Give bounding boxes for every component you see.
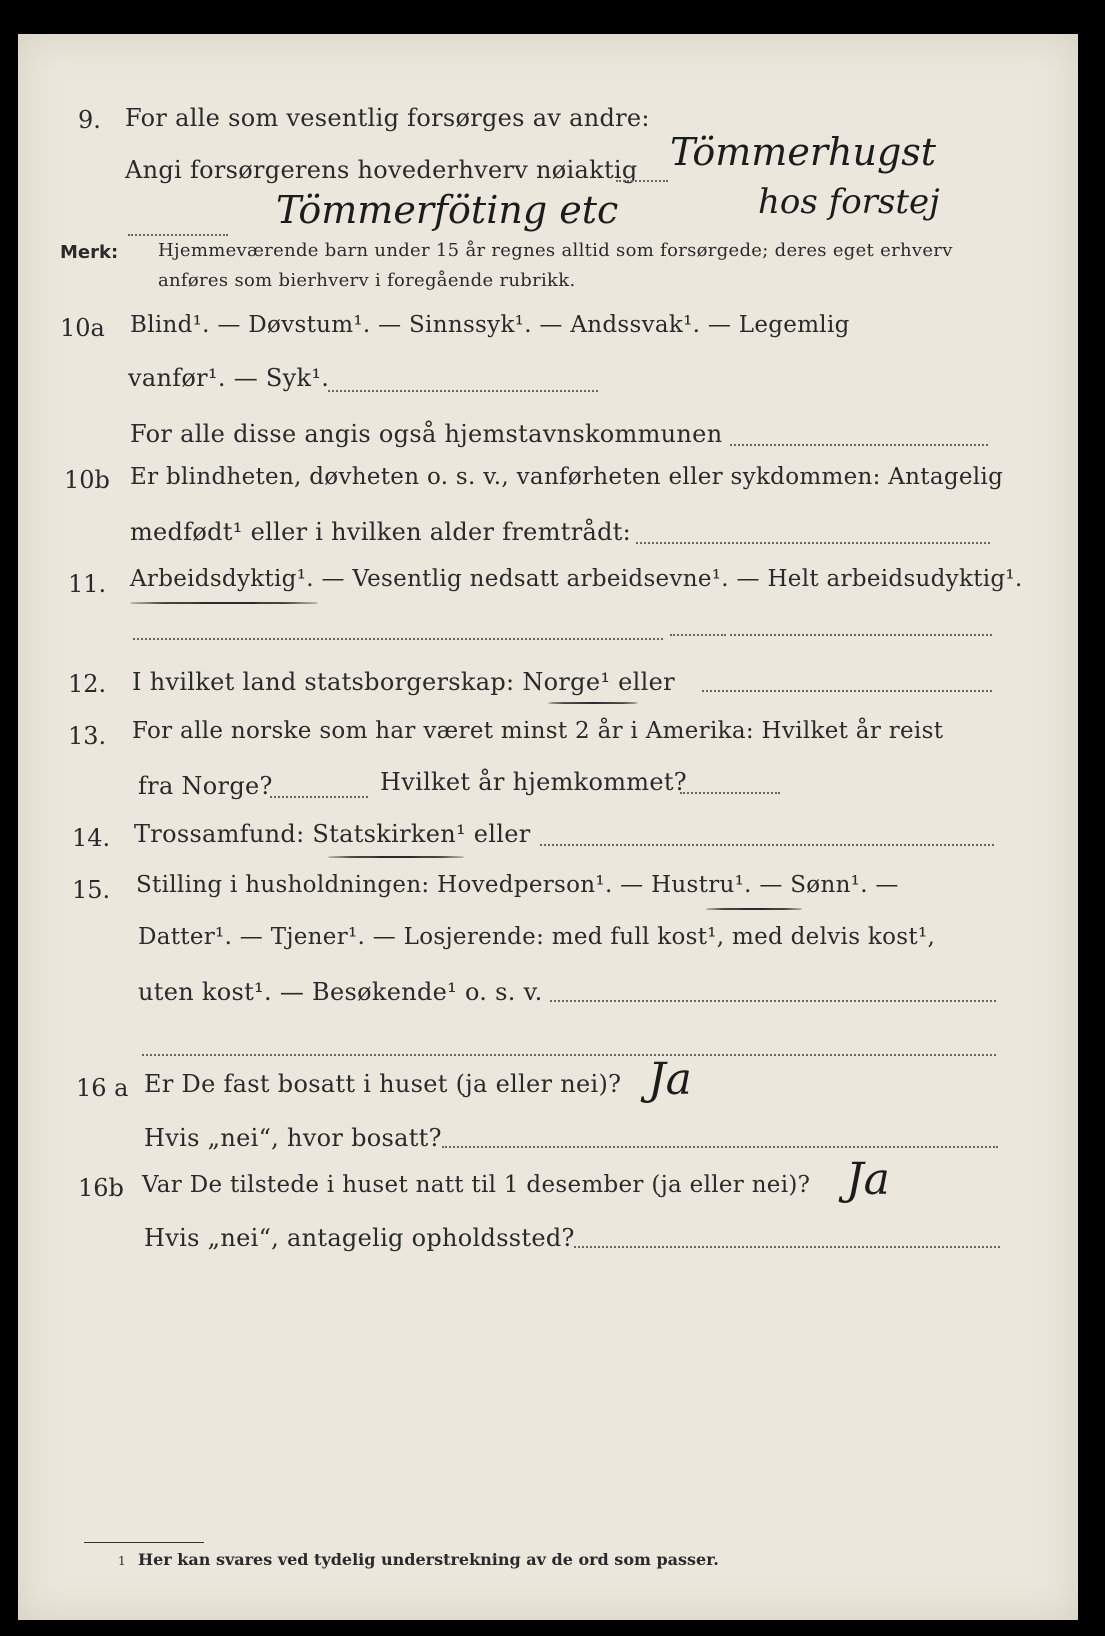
q15-answer-underline — [706, 908, 802, 910]
q13-line1: For alle norske som har været minst 2 år i Amerika: Hvilket år reist — [132, 718, 944, 744]
merk-line1: Hjemmeværende barn under 15 år regnes alltid som forsørgede; deres eget erhverv — [158, 240, 953, 261]
q16b-line1: Var De tilstede i huset natt til 1 desember (ja eller nei)? — [142, 1172, 811, 1198]
q14-answer-underline — [328, 856, 464, 858]
q16b-line2: Hvis „nei“, antagelig opholdssted? — [144, 1224, 575, 1252]
q9-handwritten-employer: hos forstej — [758, 182, 940, 222]
q14-line1: Trossamfund: Statskirken¹ eller — [134, 820, 531, 848]
q11-dotted-line-2 — [670, 634, 726, 636]
q15-line3: uten kost¹. — Besøkende¹ o. s. v. — [138, 978, 543, 1006]
q10b-number: 10b — [64, 466, 110, 494]
q13-line2b: Hvilket år hjemkommet? — [380, 768, 687, 796]
q16b-handwritten-answer: Ja — [846, 1154, 890, 1205]
q10a-dotted-line-2 — [730, 444, 988, 446]
footnote-rule — [84, 1542, 204, 1543]
merk-line2: anføres som bierhverv i foregående rubrikk. — [158, 270, 576, 291]
q16a-line2: Hvis „nei“, hvor bosatt? — [144, 1124, 442, 1152]
q16a-number: 16 a — [76, 1074, 129, 1102]
q10b-dotted-line — [636, 542, 990, 544]
q13-number: 13. — [68, 722, 107, 750]
q10a-line3: For alle disse angis også hjemstavnskommunen — [130, 420, 723, 448]
q13-dotted-line-2 — [680, 792, 780, 794]
footnote-mark: 1 — [118, 1554, 126, 1568]
q16a-handwritten-answer: Ja — [648, 1054, 692, 1105]
q16a-line1: Er De fast bosatt i huset (ja eller nei)? — [144, 1070, 622, 1098]
q11-number: 11. — [68, 570, 107, 598]
q15-line2: Datter¹. — Tjener¹. — Losjerende: med full kost¹, med delvis kost¹, — [138, 924, 936, 950]
q15-dotted-line — [550, 1000, 996, 1002]
q12-number: 12. — [68, 670, 107, 698]
q16a-dotted-line — [442, 1146, 998, 1148]
merk-label: Merk: — [60, 242, 119, 263]
q16b-number: 16b — [78, 1174, 124, 1202]
q9-dotted-line-2 — [128, 234, 228, 236]
q11-dotted-line — [133, 638, 663, 640]
q13-dotted-line — [270, 796, 368, 798]
q11-line1: Arbeidsdyktig¹. — Vesentlig nedsatt arbeidsevne¹. — Helt arbeidsudyktig¹. — [130, 566, 1023, 592]
q11-answer-underline — [130, 602, 318, 604]
q9-line1: For alle som vesentlig forsørges av andre: — [125, 104, 650, 132]
census-form-page — [18, 34, 1078, 1620]
q9-number: 9. — [78, 106, 101, 134]
q10b-line2: medfødt¹ eller i hvilken alder fremtrådt: — [130, 518, 632, 546]
q10a-line2: vanfør¹. — Syk¹. — [128, 364, 330, 392]
q12-dotted-line — [702, 690, 992, 692]
q9-handwritten-occupation: Tömmerhugst — [670, 130, 937, 174]
q12-line1: I hvilket land statsborgerskap: Norge¹ eller — [132, 668, 675, 696]
q16b-dotted-line — [574, 1246, 1000, 1248]
q10a-dotted-line — [328, 390, 598, 392]
q10a-number: 10a — [60, 314, 105, 342]
q10a-line1: Blind¹. — Døvstum¹. — Sinnssyk¹. — Andssvak¹. — Legemlig — [130, 312, 850, 338]
q15-dotted-line-2 — [142, 1054, 996, 1056]
q12-answer-underline — [548, 702, 638, 704]
q15-line1: Stilling i husholdningen: Hovedperson¹. — Hustru¹. — Sønn¹. — — [136, 872, 899, 898]
q9-line2: Angi forsørgerens hovederhverv nøiaktig — [125, 156, 638, 184]
footnote-text: Her kan svares ved tydelig understrekning av de ord som passer. — [138, 1550, 719, 1569]
q10b-line1: Er blindheten, døvheten o. s. v., vanførheten eller sykdommen: Antagelig — [130, 464, 1004, 490]
q9-dotted-line — [616, 180, 668, 182]
q11-dotted-line-3 — [730, 634, 992, 636]
q14-number: 14. — [72, 824, 111, 852]
q13-line2a: fra Norge? — [138, 772, 273, 800]
q14-dotted-line — [540, 844, 994, 846]
q15-number: 15. — [72, 876, 111, 904]
q9-handwritten-detail: Tömmerföting etc — [276, 188, 619, 232]
